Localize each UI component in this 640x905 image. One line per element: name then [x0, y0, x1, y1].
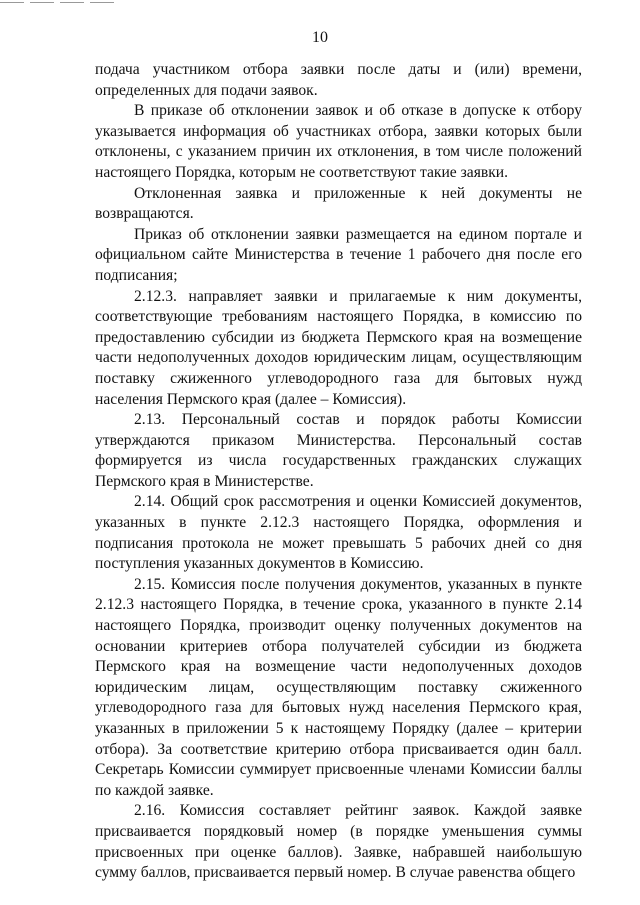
paragraph-1: подача участником отбора заявки после даты и (или) времени, определенных для подачи заявок. [95, 61, 582, 99]
paragraph-2-15: 2.15. Комиссия после получения документов, указанных в пункте 2.12.3 настоящего Порядка, в течение срока, указанного в пункте 2.14 настоящего Порядка, производит оценку полученных документов на основании критериев отбора получателей субсидии из бюджета Пермского края на возмещение части недополученных доходов юридическим лицам, осуществляющим поставку сжиженного углеводородного газа для бытовых нужд населения Пермского края, указанных в приложении 5 к настоящему Порядку (далее – критерии отбора). За соответствие критерию отбора присваивается один балл. Секретарь Комиссии суммирует присвоенные членами Комиссии баллы по каждой заявке. [95, 575, 582, 799]
paragraph-4: Приказ об отклонении заявки размещается на едином портале и официальном сайте Министерства в течение 1 рабочего дня после его подписания; [95, 225, 582, 284]
paragraph-3: Отклоненная заявка и приложенные к ней документы не возвращаются. [95, 184, 582, 223]
scan-edge-mark [0, 2, 120, 3]
paragraph-2-14: 2.14. Общий срок рассмотрения и оценки Комиссией документов, указанных в пункте 2.12.3 настоящего Порядка, оформления и подписания протокола не может превышать 5 рабочих дней со дня поступления указанных документов в Комиссию. [95, 493, 582, 573]
paragraph-2: В приказе об отклонении заявок и об отказе в допуске к отбору указывается информация об участниках отбора, заявки которых были отклонены, с указанием причин их отклонения, в том числе положений настоящего Порядка, которым не соответствуют такие заявки. [95, 102, 582, 181]
paragraph-2-12-3: 2.12.3. направляет заявки и прилагаемые к ним документы, соответствующие требованиям настоящего Порядка, в комиссию по предоставлению субсидии из бюджета Пермского края на возмещение части недополученных доходов юридическим лицам, осуществляющим поставку сжиженного углеводородного газа для бытовых нужд населения Пермского края (далее – Комиссия). [95, 287, 582, 408]
paragraph-2-13: 2.13. Персональный состав и порядок работы Комиссии утверждаются приказом Министерства. Персональный состав формируется из числа государственных гражданских служащих Пермского края в Министерстве. [95, 411, 582, 490]
paragraph-2-16: 2.16. Комиссия составляет рейтинг заявок. Каждой заявке присваивается порядковый номер (в порядке уменьшения суммы присвоенных при оценке баллов). Заявке, набравшей наибольшую сумму баллов, присваивается первый номер. В случае равенства общего [95, 802, 582, 882]
document-body [95, 60, 582, 884]
page-number: 10 [312, 29, 328, 46]
